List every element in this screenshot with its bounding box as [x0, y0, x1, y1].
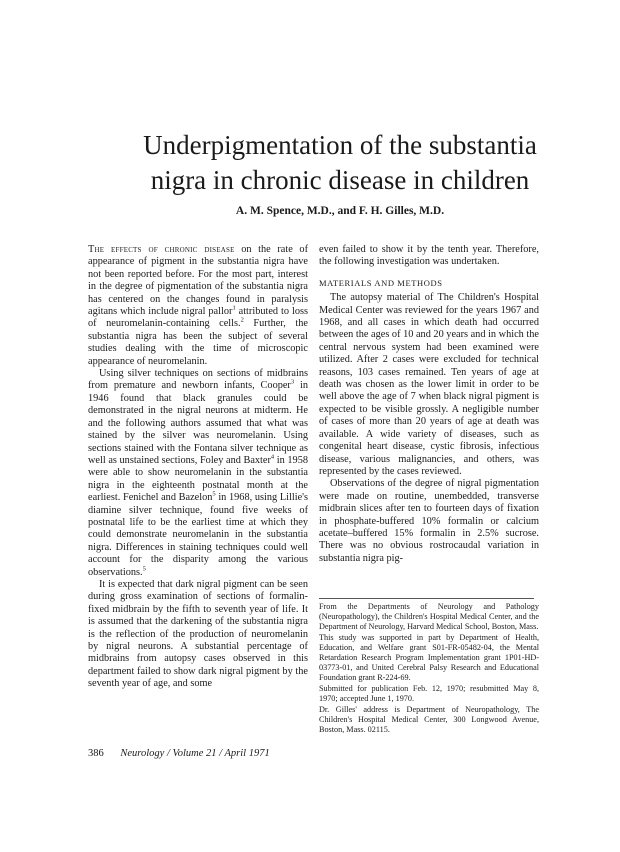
reference-3: 3: [290, 379, 295, 387]
body-paragraph: even failed to show it by the tenth year. Therefore, the following investigation was undertaken.: [319, 244, 539, 268]
reference-1: 1: [232, 304, 236, 312]
title-line-1: Underpigmentation of the substantia: [143, 130, 537, 160]
reference-5: 5: [212, 490, 216, 498]
body-paragraph: Observations of the degree of nigral pigmentation were made on routine, unembedded, transverse midbrain slices after ten to fourteen days of fixation in phosphate-buffered 10% formalin or calcium acetate–buffered 15% formalin in 2.5% sucrose. There was no obvious rostrocaudal variation in substantia nigra pig-: [319, 478, 539, 564]
title-line-2: nigra in chronic disease in children: [150, 165, 530, 195]
body-paragraph: It is expected that dark nigral pigment can be seen during gross examination of sections of formalin-fixed midbrain by the fifth to seventh year of life. It is assumed that the darkening of the substantia nigra is the reflection of the production of neuromelanin by nigral neurons. A substantial percentage of midbrains from autopsy cases observed in this department failed to show dark nigral pigment by the seventh year of age, and some: [88, 578, 308, 690]
intro-paragraph: The effects of chronic disease on the rate of appearance of pigment in the substantia nigra have not been reported before. For the most part, interest in the degree of pigmentation of the substantia nigra has centered on the changes found in paralysis agitans which include nigral pallor$^1$ attributed to loss of neuromelanin-containing cells.$^2$ Further, the substantia nigra has been the subject of several studies dealing with the time of microscopic appearance of neuromelanin.: [88, 244, 309, 367]
section-heading: MATERIALS AND METHODS: [319, 277, 443, 288]
article-title: [120, 128, 560, 198]
body-paragraph: Using silver techniques on sections of midbrains from premature and newborn infants, Cooper$^3$ in 1946 found that black granules could be demonstrated in the nigral neurons at midterm. He and the following authors assumed that what was stained by the silver was neuromelanin. Using sections stained with the Fontana silver technique as well as unstained sections, Foley and Baxter$^4$ in 1958 were able to show neuromelanin in the substantia nigra in the eighteenth postnatal month at the earliest. Fenichel and Bazelon$^5$ in 1968, using Lillie's diamine silver technique, found five weeks of postnatal life to be the earliest time at which they could demonstrate neuromelanin in the substantia nigra. Differences in staining techniques could well account for the disparity among the various observations.$^5$: [88, 368, 308, 578]
authors: A. M. Spence, M.D., and F. H. Gilles, M.D.: [235, 205, 445, 217]
footnote: From the Departments of Neurology and Pathology (Neuropathology), the Children's Hospital Medical Center, and the Department of Neurology, Harvard Medical School, Boston, Mass.: [319, 602, 539, 631]
journal-citation: Neurology / Volume 21 / April 1971: [120, 748, 270, 759]
body-paragraph: The autopsy material of The Children's Hospital Medical Center was reviewed for the years 1967 and 1968, and all cases in which death had occurred between the ages of 10 and 20 years and in which the central nervous system had been examined were utilized. After 2 cases were excluded for technical reasons, 103 cases remained. Ten years of age at death was chosen as the lower limit in order to be well above the age of 7 when black nigral pigment is expected to be visible grossly. A negligible number of cases of more than 20 years of age at death was available. A wide variety of diseases, such as congenital heart disease, cystic fibrosis, infectious disease, various malignancies, and others, was represented by the cases reviewed.: [319, 292, 539, 477]
footnote: Dr. Gilles' address is Department of Neuropathology, The Children's Hospital Medical Center, 300 Longwood Avenue, Boston, Mass. 02115.: [319, 705, 539, 734]
left-column: [88, 244, 308, 691]
reference-5b: 5: [142, 565, 146, 573]
footnotes: [319, 602, 539, 736]
page-footer: [88, 748, 270, 759]
right-column: [319, 244, 539, 565]
lead-in: The effects of chronic disease: [88, 244, 235, 255]
footnote: Submitted for publication Feb. 12, 1970; resubmitted May 8, 1970; accepted June 1, 1970.: [319, 684, 539, 703]
reference-4: 4: [270, 453, 275, 461]
reference-2: 2: [240, 317, 244, 325]
footnote-divider: [319, 598, 534, 599]
page-number: 386: [88, 748, 104, 759]
footnote: This study was supported in part by Department of Health, Education, and Welfare grant S01-FR-05482-04, the Mental Retardation Research Program Implementation grant 1P01-HD-03773-01, and United Cerebral Palsy Research and Educational Foundation grant R-224-69.: [319, 633, 539, 682]
